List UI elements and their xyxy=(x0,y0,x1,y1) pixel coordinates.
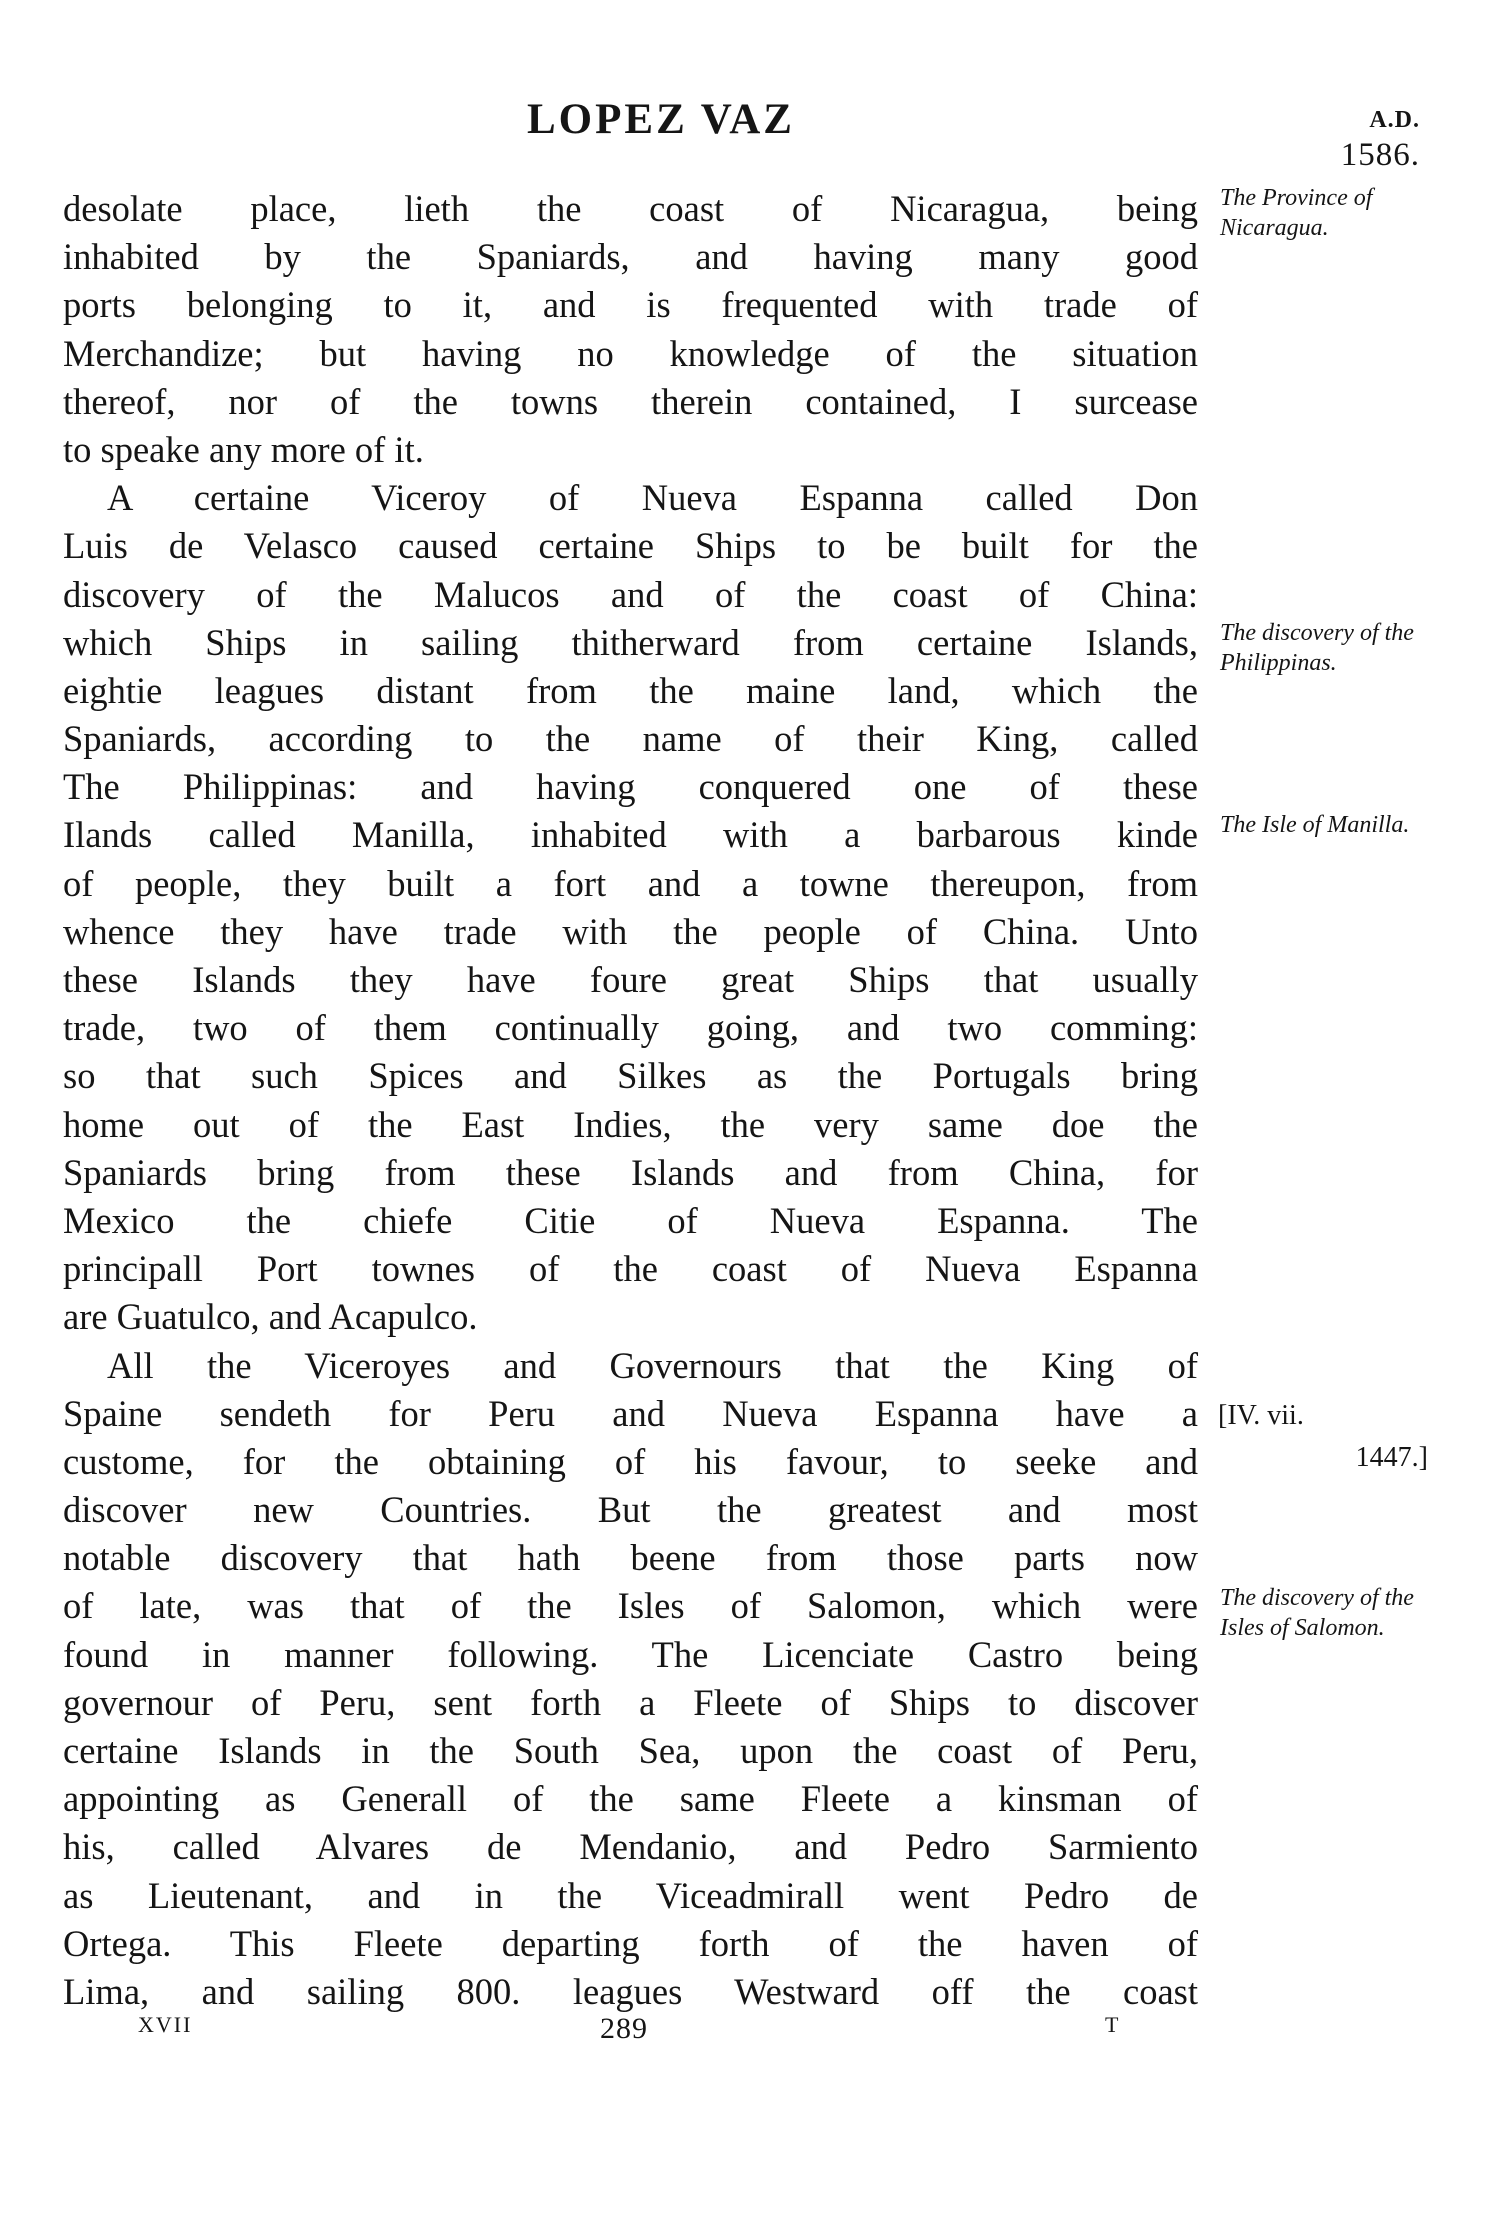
text-line: Luis de Velasco caused certaine Ships to be built for the xyxy=(63,525,1198,567)
text-line: are Guatulco, and Acapulco. xyxy=(63,1296,478,1338)
text-line: A certaine Viceroy of Nueva Espanna called Don xyxy=(107,477,1198,519)
text-line: Lima, and sailing 800. leagues Westward off the coast xyxy=(63,1970,1198,2012)
text-line: Ortega. This Fleete departing forth of the haven of xyxy=(63,1922,1198,1964)
page-footer xyxy=(0,2012,1488,2052)
text-line: notable discovery that hath beene from those parts now xyxy=(63,1537,1198,1579)
running-head xyxy=(0,95,1488,144)
text-line: governour of Peru, sent forth a Fleete of Ships to discover xyxy=(63,1681,1198,1723)
text-line: certaine Islands in the South Sea, upon the coast of Peru, xyxy=(63,1730,1198,1771)
text-line: Merchandize; but having no knowledge of the situation xyxy=(63,332,1198,374)
text-line: Spaniards bring from these Islands and from China, for xyxy=(63,1151,1198,1193)
page-title: LOPEZ VAZ xyxy=(527,96,795,143)
text-line: appointing as Generall of the same Fleete a kinsman of xyxy=(63,1778,1198,1820)
margin-note-manilla: The Isle of Manilla. xyxy=(1220,812,1410,838)
text-line: inhabited by the Spaniards, and having many good xyxy=(63,236,1198,278)
text-line: The Philippinas: and having conquered one of these xyxy=(63,766,1198,808)
text-line: his, called Alvares de Mendanio, and Pedro Sarmiento xyxy=(63,1826,1198,1868)
text-line: trade, two of them continually going, and two comming: xyxy=(63,1007,1198,1049)
text-line: found in manner following. The Licenciate Castro being xyxy=(63,1633,1198,1675)
text-line: thereof, nor of the towns therein contained, I surcease xyxy=(63,380,1198,422)
text-line: to speake any more of it. xyxy=(63,428,424,470)
text-line: so that such Spices and Silkes as the Portugals bring xyxy=(63,1055,1198,1097)
margin-volume-reference xyxy=(1218,1395,1428,1479)
text-line: of late, was that of the Isles of Salomon, which were xyxy=(63,1585,1198,1627)
text-line: discover new Countries. But the greatest and most xyxy=(63,1489,1198,1531)
gathering-mark: T xyxy=(1105,2012,1119,2037)
text-line: Spaine sendeth for Peru and Nueva Espanna have a xyxy=(63,1392,1198,1434)
date-block xyxy=(1280,105,1420,175)
text-line: principall Port townes of the coast of Nueva Espanna xyxy=(63,1248,1198,1290)
text-line: these Islands they have foure great Ships that usually xyxy=(63,959,1198,1000)
margin-ref-line2: 1447.] xyxy=(1355,1442,1428,1473)
margin-ref-line1: [IV. vii. xyxy=(1218,1400,1304,1431)
text-line: discovery of the Malucos and of the coast of China: xyxy=(63,573,1198,615)
text-line: eightie leagues distant from the maine land, which the xyxy=(63,669,1198,711)
text-line: home out of the East Indies, the very same doe the xyxy=(63,1103,1198,1145)
text-line: custome, for the obtaining of his favour, to seeke and xyxy=(63,1440,1198,1482)
text-line: desolate place, lieth the coast of Nicaragua, being xyxy=(63,188,1198,229)
text-line: whence they have trade with the people of China. Unto xyxy=(63,910,1198,952)
text-line: as Lieutenant, and in the Viceadmirall went Pedro de xyxy=(63,1874,1198,1916)
body-text xyxy=(63,185,1198,2016)
text-line: Mexico the chiefe Citie of Nueva Espanna. The xyxy=(63,1199,1198,1241)
date-year: 1586. xyxy=(1340,137,1420,173)
margin-note-philippinas: The discovery of the Philippinas. xyxy=(1220,620,1414,676)
text-line: All the Viceroyes and Governours that the King of xyxy=(107,1344,1198,1386)
margin-note-salomon: The discovery of the Isles of Salomon. xyxy=(1220,1585,1414,1641)
text-line: which Ships in sailing thitherward from certaine Islands, xyxy=(63,621,1198,663)
signature-mark: XVII xyxy=(138,2012,193,2037)
margin-note-nicaragua: The Province of Nicaragua. xyxy=(1220,185,1373,241)
text-line: Spaniards, according to the name of their King, called xyxy=(63,718,1198,760)
text-line: Ilands called Manilla, inhabited with a barbarous kinde xyxy=(63,814,1198,856)
page-number: 289 xyxy=(600,2012,648,2045)
text-line: of people, they built a fort and a towne thereupon, from xyxy=(63,862,1198,904)
text-line: ports belonging to it, and is frequented with trade of xyxy=(63,284,1198,326)
date-era: A.D. xyxy=(1369,107,1420,133)
